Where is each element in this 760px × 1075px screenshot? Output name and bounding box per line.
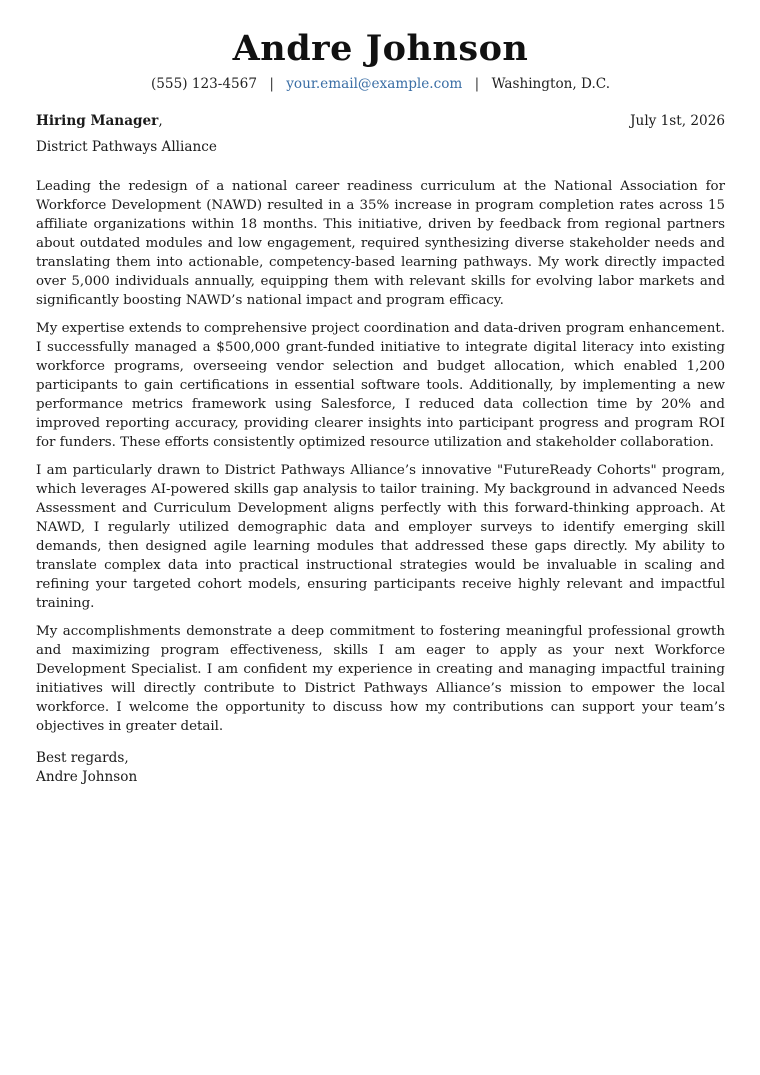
email-link[interactable]: your.email@example.com <box>286 76 463 92</box>
recipient-row <box>36 112 725 131</box>
recipient-title: Hiring Manager <box>36 113 159 129</box>
letter-body <box>36 177 725 736</box>
body-paragraph: I am particularly drawn to District Pathways Alliance’s innovative "FutureReady Cohorts" program, which leverages AI-powered skills gap analysis to tailor training. My background in advanced Needs Assessment and Curriculum Development aligns perfectly with this forward-thinking approach. At NAWD, I regularly utilized demographic data and employer surveys to identify emerging skill demands, then designed agile learning modules that addressed these gaps directly. My ability to translate complex data into practical instructional strategies would be invaluable in scaling and refining your targeted cohort models, ensuring participants receive highly relevant and impactful training. <box>36 463 725 611</box>
recipient-greeting <box>36 112 163 131</box>
applicant-name: Andre Johnson <box>232 28 529 69</box>
letter-date: July 1st, 2026 <box>630 113 725 129</box>
contact-line <box>36 75 725 93</box>
contact-separator: | <box>474 76 480 92</box>
body-paragraph: My expertise extends to comprehensive project coordination and data-driven program enhancement. I successfully managed a $500,000 grant-funded initiative to integrate digital literacy into existing workforce programs, overseeing vendor selection and budget allocation, which enabled 1,200 participants to gain certifications in essential software tools. Additionally, by implementing a new performance metrics framework using Salesforce, I reduced data collection time by 20% and improved reporting accuracy, providing clearer insights into participant progress and program ROI for funders. These efforts consistently optimized resource utilization and stakeholder collaboration. <box>36 321 725 450</box>
contact-separator: | <box>269 76 274 92</box>
closing-salutation: Best regards, <box>36 750 129 766</box>
signature-name: Andre Johnson <box>36 769 138 785</box>
body-paragraph: Leading the redesign of a national career readiness curriculum at the National Association for Workforce Development (NAWD) resulted in a 35% increase in program completion rates across 15 affiliate organizations within 18 months. This initiative, driven by feedback from regional partners about outdated modules and low engagement, required synthesizing diverse stakeholder needs and translating them into actionable, competency-based learning pathways. My work directly impacted over 5,000 individuals annually, equipping them with relevant skills for evolving labor markets and significantly boosting NAWD’s national impact and program efficacy. <box>36 179 725 308</box>
body-paragraph: My accomplishments demonstrate a deep commitment to fostering meaningful professional growth and maximizing program effectiveness, skills I am eager to apply as your next Workforce Development Specialist. I am confident my experience in creating and managing impactful training initiatives will directly contribute to District Pathways Alliance’s mission to empower the local workforce. I welcome the opportunity to discuss how my contributions can support your team’s objectives in greater detail. <box>36 624 725 734</box>
location: Washington, D.C. <box>491 76 611 92</box>
recipient-title-suffix: , <box>158 113 163 129</box>
letter-closing <box>36 749 725 787</box>
recipient-company: District Pathways Alliance <box>36 139 217 155</box>
phone-number: (555) 123-4567 <box>150 76 257 92</box>
